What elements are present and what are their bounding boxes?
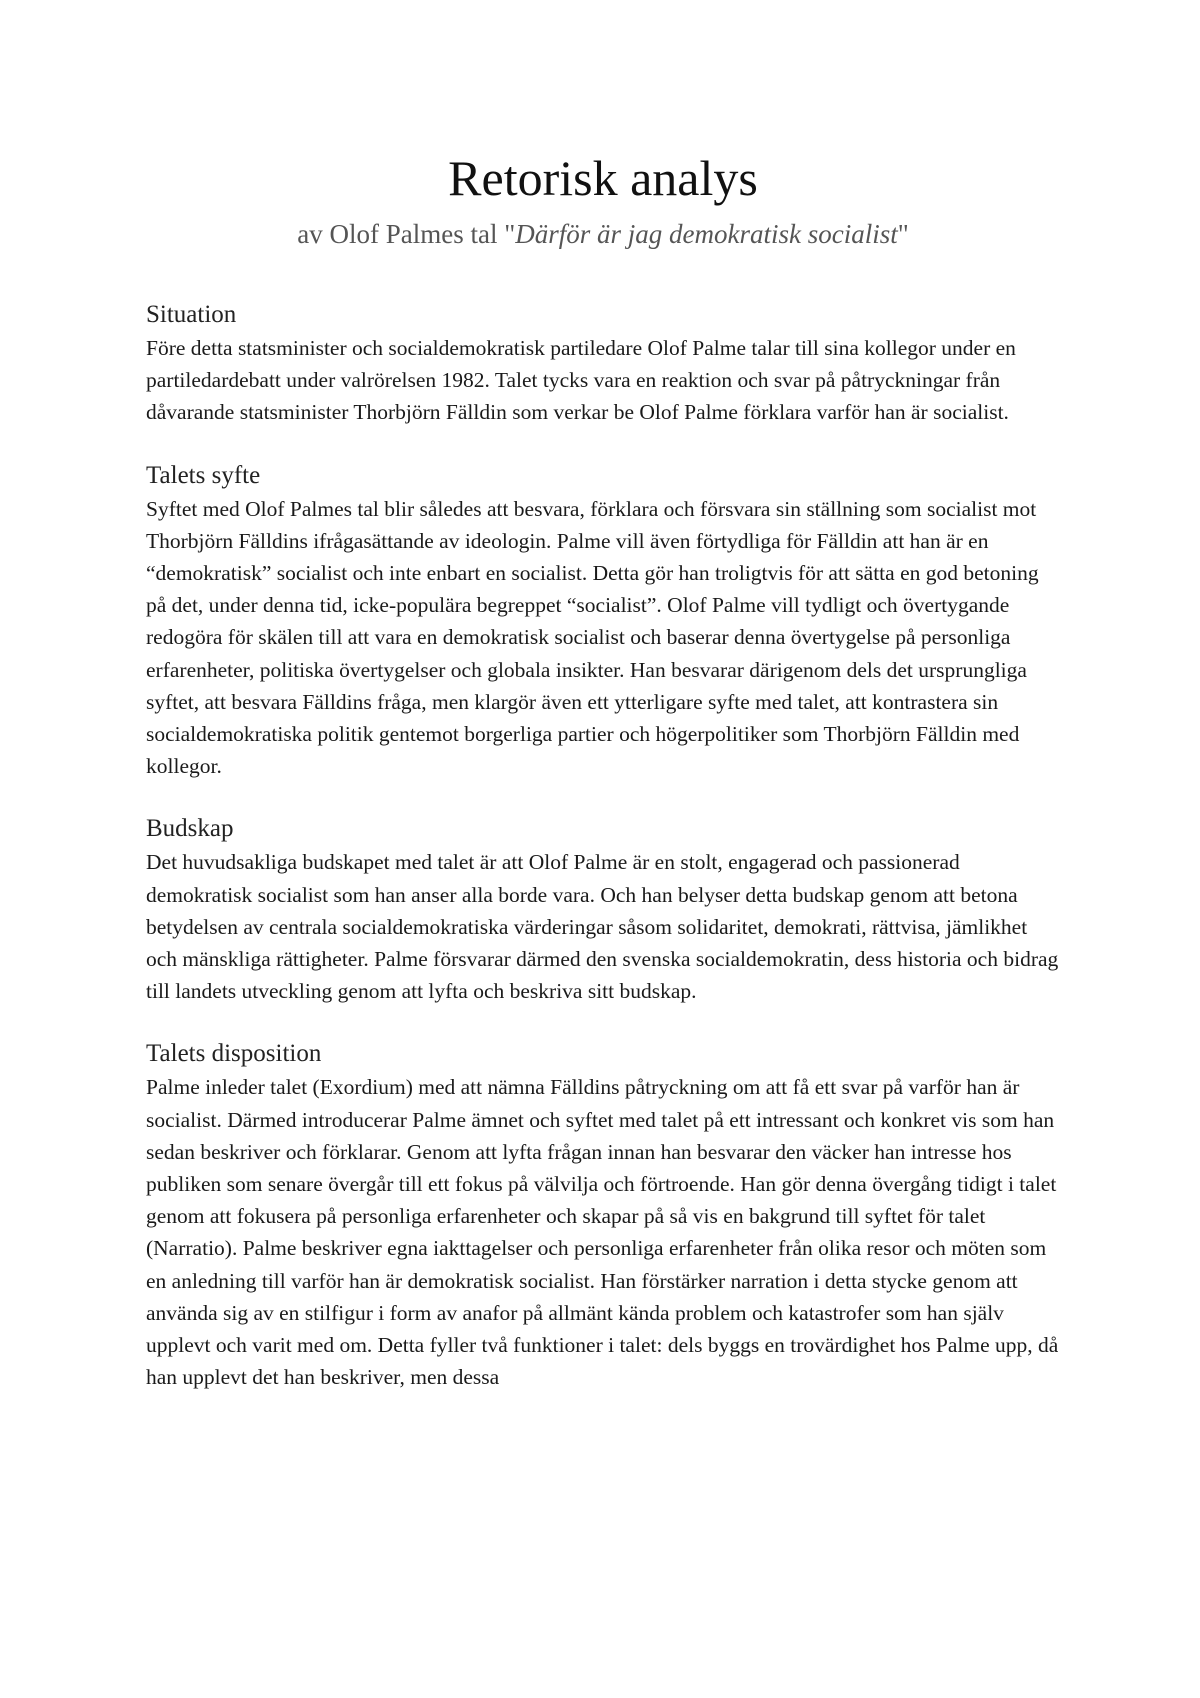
- section-talets-disposition: [146, 1037, 1060, 1393]
- section-body: Syftet med Olof Palmes tal blir således att besvara, förklara och försvara sin ställning som socialist mot Thorbjörn Fälldins ifrågasättande av ideologin. Palme vill även förtydliga för Fälldin att han är en “demokratisk” socialist och inte enbart en socialist. Detta gör han troligtvis för att sätta en god betoning på det, under denna tid, icke-populära begreppet “socialist”. Olof Palme vill tydligt och övertygande redogöra för skälen till att vara en demokratisk socialist och baserar denna övertygelse på personliga erfarenheter, politiska övertygelser och globala insikter. Han besvarar därigenom dels det ursprungliga syftet, att besvara Fälldins fråga, men klargör även ett ytterligare syfte med talet, att kontrastera sin socialdemokratiska politik gentemot borgerliga partier och högerpolitiker som Thorbjörn Fälldin med kollegor.: [146, 496, 1039, 779]
- section-heading: Situation: [146, 301, 237, 328]
- subtitle-prefix: av Olof Palmes tal ": [297, 219, 516, 249]
- section-heading: Talets syfte: [146, 461, 261, 489]
- section-body: Det huvudsakliga budskapet med talet är att Olof Palme är en stolt, engagerad och passionerad demokratisk socialist som han anser alla borde vara. Och han belyser detta budskap genom att betona betydelsen av centrala socialdemokratiska värderingar såsom solidaritet, demokrati, rättvisa, jämlikhet och mänskliga rättigheter. Palme försvarar därmed den svenska socialdemokratin, dess historia och bidrag till landets utveckling genom att lyfta och beskriva sitt budskap.: [146, 850, 1059, 1004]
- section-talets-syfte: [146, 459, 1060, 783]
- document-title: Retorisk analys: [448, 150, 758, 206]
- subtitle-speech-title: Därför är jag demokratisk socialist: [515, 219, 898, 249]
- section-budskap: [146, 812, 1060, 1007]
- section-situation: [146, 298, 1060, 429]
- section-heading: Talets disposition: [146, 1040, 322, 1068]
- section-body: Före detta statsminister och socialdemokratisk partiledare Olof Palme talar till sina kollegor under en partiledardebatt under valrörelsen 1982. Talet tycks vara en reaktion och svar på påtryckningar från dåvarande statsminister Thorbjörn Fälldin som verkar be Olof Palme förklara varför han är socialist.: [146, 336, 1016, 425]
- section-heading: Budskap: [146, 815, 234, 843]
- subtitle-suffix: ": [897, 219, 909, 249]
- section-body: Palme inleder talet (Exordium) med att nämna Fälldins påtryckning om att få ett svar på varför han är socialist. Därmed introducerar Palme ämnet och syftet med talet på ett intressant och konkret vis som han sedan beskriver och förklarar. Genom att lyfta frågan innan han besvarar den väcker han intresse hos publiken som senare övergår till ett fokus på välvilja och förtroende. Han gör denna övergång tidigt i talet genom att fokusera på personliga erfarenheter och skapar på så vis en bakgrund till syftet för talet (Narratio). Palme beskriver egna iakttagelser och personliga erfarenheter från olika resor och möten som en anledning till varför han är demokratisk socialist. Han förstärker narration i detta stycke genom att använda sig av en stilfigur i form av anafor på allmänt kända problem och katastrofer som han själv upplevt och varit med om. Detta fyller två funktioner i talet: dels byggs en trovärdighet hos Palme upp, då han upplevt det han beskriver, men dessa: [146, 1075, 1059, 1390]
- document-subtitle: [146, 216, 1060, 252]
